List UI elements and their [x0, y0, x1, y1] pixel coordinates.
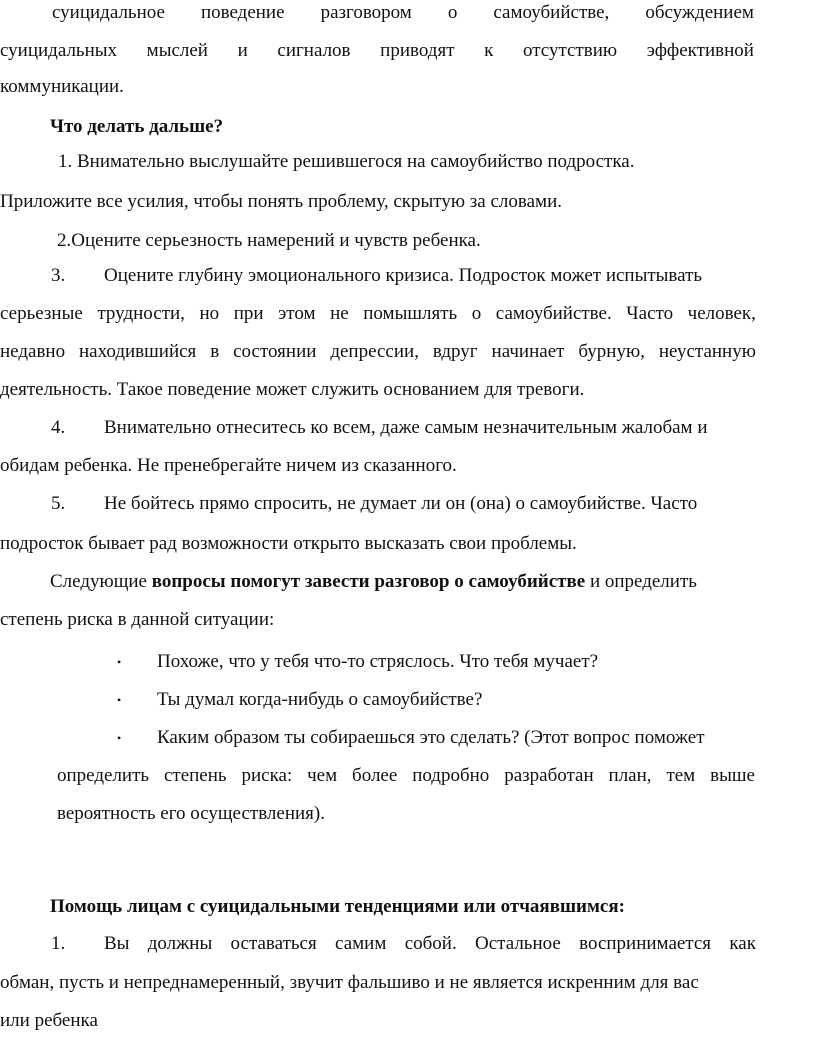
word: человек,: [687, 303, 756, 324]
word: недавно: [0, 341, 66, 362]
word: трудности,: [97, 303, 185, 324]
bullet-q3: •: [117, 731, 122, 745]
word: но: [199, 303, 220, 324]
word: бурную,: [578, 341, 645, 362]
word: план,: [608, 765, 652, 786]
word: в: [210, 341, 220, 362]
word: о: [471, 303, 482, 324]
word: помышлять: [363, 303, 458, 324]
word: суицидальное: [52, 2, 165, 23]
questions-intro-line1: [50, 568, 816, 596]
word: оставаться: [230, 933, 317, 954]
word: самоубийстве.: [495, 303, 612, 324]
step3-line2: [0, 300, 756, 328]
step3-line3: [0, 338, 756, 366]
step4-number: 4.: [51, 417, 66, 438]
word: подробно: [412, 765, 490, 786]
step3-line4: деятельность. Такое поведение может служить основанием для тревоги.: [0, 379, 585, 400]
questions-intro-after: и определить: [585, 571, 697, 592]
question-3-line3: вероятность его осуществления).: [57, 803, 325, 824]
word: отсутствию: [522, 40, 618, 61]
question-2: Ты думал когда-нибудь о самоубийстве?: [157, 689, 483, 710]
word: при: [233, 303, 264, 324]
word: этом: [278, 303, 316, 324]
help1-number: 1.: [51, 933, 66, 954]
word: риска:: [241, 765, 293, 786]
word: Вы: [104, 933, 130, 954]
word: должны: [147, 933, 213, 954]
word: самим: [335, 933, 387, 954]
word: эффективной: [646, 40, 754, 61]
word: Часто: [626, 303, 674, 324]
word: к: [484, 40, 494, 61]
word: самоубийстве,: [493, 2, 610, 23]
step3-line1: Оцените глубину эмоционального кризиса. Подросток может испытывать: [104, 265, 703, 286]
help1-line1: [104, 930, 756, 958]
word: собой.: [404, 933, 457, 954]
word: обсуждением: [645, 2, 754, 23]
word: приводят: [380, 40, 455, 61]
heading-help: Помощь лицам с суицидальными тенденциями или отчаявшимся:: [50, 896, 625, 917]
word: мыслей: [146, 40, 208, 61]
question-3-line2: [57, 762, 755, 790]
word: вдруг: [432, 341, 478, 362]
word: как: [729, 933, 756, 954]
word: определить: [57, 765, 150, 786]
question-3-line1: Каким образом ты собираешься это сделать? (Этот вопрос поможет: [157, 727, 705, 748]
word: и: [237, 40, 248, 61]
word: степень: [163, 765, 227, 786]
word: находившийся: [79, 341, 197, 362]
questions-intro-bold: вопросы помогут завести разговор о самоубийстве: [151, 571, 586, 592]
questions-intro-before: Следующие: [50, 571, 152, 592]
word: депрессии,: [330, 341, 419, 362]
step5-line1: Не бойтесь прямо спросить, не думает ли он (она) о самоубийстве. Часто: [104, 493, 698, 514]
word: чем: [307, 765, 338, 786]
step4-line1: Внимательно отнеситесь ко всем, даже самым незначительным жалобам и: [104, 417, 708, 438]
step1-line2: Приложите все усилия, чтобы понять проблему, скрытую за словами.: [0, 191, 562, 212]
word: состоянии: [233, 341, 317, 362]
word: разговором: [320, 2, 412, 23]
word: воспринимается: [579, 933, 712, 954]
help1-line2: обман, пусть и непреднамеренный, звучит фальшиво и не является искренним для вас: [0, 972, 699, 993]
word: о: [447, 2, 458, 23]
heading-what-next: Что делать дальше?: [50, 116, 224, 137]
para1-line1: [52, 0, 754, 27]
word: Остальное: [475, 933, 561, 954]
step2: 2.Оцените серьезность намерений и чувств ребенка.: [57, 230, 481, 251]
word: выше: [710, 765, 755, 786]
word: сигналов: [277, 40, 351, 61]
bullet-q1: •: [117, 655, 122, 669]
word: более: [352, 765, 398, 786]
step1-line1: 1. Внимательно выслушайте решившегося на самоубийство подростка.: [58, 151, 635, 172]
word: начинает: [491, 341, 565, 362]
step5-line2: подросток бывает рад возможности открыто высказать свои проблемы.: [0, 533, 577, 554]
question-1: Похоже, что у тебя что-то стряслось. Что тебя мучает?: [157, 651, 599, 672]
help1-line3: или ребенка: [0, 1010, 98, 1031]
word: разработан: [504, 765, 594, 786]
bullet-q2: •: [117, 693, 122, 707]
word: тем: [666, 765, 696, 786]
word: серьезные: [0, 303, 83, 324]
para1-line2: [0, 37, 754, 65]
step5-number: 5.: [51, 493, 66, 514]
para1-line3: коммуникации.: [0, 76, 124, 97]
word: не: [330, 303, 349, 324]
word: суицидальных: [0, 40, 118, 61]
step4-line2: обидам ребенка. Не пренебрегайте ничем из сказанного.: [0, 455, 457, 476]
word: неустанную: [658, 341, 756, 362]
questions-intro-line2: степень риска в данной ситуации:: [0, 609, 275, 630]
step3-number: 3.: [51, 265, 66, 286]
word: поведение: [200, 2, 285, 23]
